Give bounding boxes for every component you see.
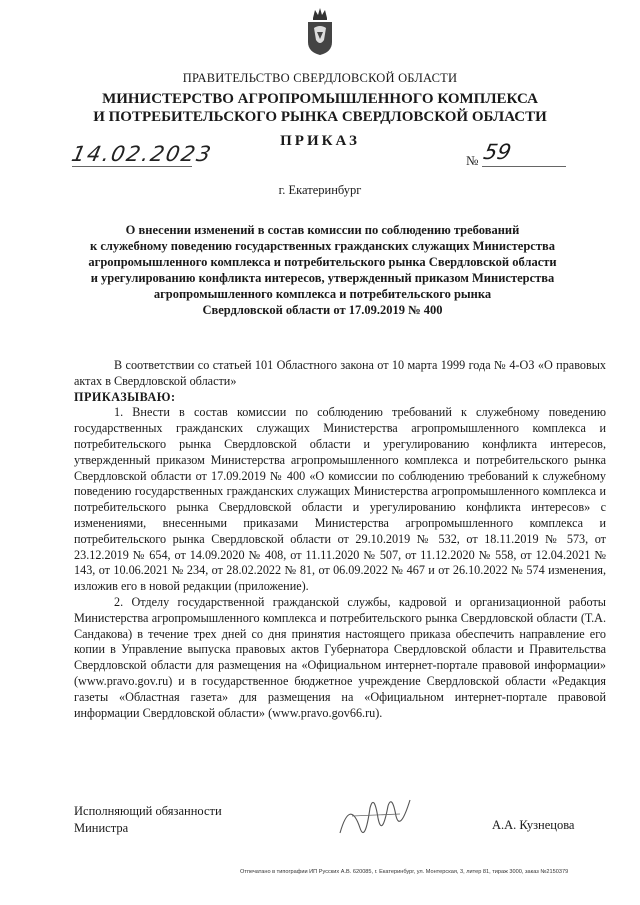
order-title-line3: агропромышленного комплекса и потребительского рынка Свердловской области	[88, 255, 557, 269]
signatory-role	[74, 803, 222, 837]
document-type: ПРИКАЗ	[280, 133, 360, 149]
order-title-line2: к служебному поведению государственных гражданских служащих Министерства	[90, 239, 555, 253]
signatory-role-line2: Министра	[74, 821, 129, 835]
date-underline	[72, 166, 192, 167]
order-date: 14.02.2023	[69, 142, 215, 166]
order-title-line4: и урегулированию конфликта интересов, утвержденный приказом Министерства	[90, 271, 555, 285]
ministry-name-line2: И ПОТРЕБИТЕЛЬСКОГО РЫНКА СВЕРДЛОВСКОЙ ОБЛАСТИ	[93, 109, 547, 125]
order-title-line6: Свердловской области от 17.09.2019 № 400	[202, 303, 443, 317]
ministry-name-line1: МИНИСТЕРСТВО АГРОПРОМЫШЛЕННОГО КОМПЛЕКСА	[102, 91, 538, 107]
handwritten-signature	[330, 788, 420, 848]
order-title-line1: О внесении изменений в состав комиссии по соблюдению требований	[125, 223, 520, 237]
preamble: В соответствии со статьей 101 Областного закона от 10 марта 1999 года № 4-ОЗ «О правовых актах в Свердловской области»	[74, 358, 606, 388]
city: г. Екатеринбург	[278, 183, 362, 197]
order-title	[40, 222, 605, 318]
order-title-line5: агропромышленного комплекса и потребительского рынка	[153, 287, 492, 301]
ministry-name	[0, 90, 640, 126]
order-body	[74, 358, 606, 721]
number-label: №	[466, 153, 479, 168]
number-underline	[482, 166, 566, 167]
signatory-name: А.А. Кузнецова	[492, 818, 575, 832]
item-2: 2. Отделу государственной гражданской службы, кадровой и организационной работы Министерства агропромышленного комплекса и потребительского рынка Свердловской области (Т.А. Сандакова) в течение трех дней со дня принятия настоящего приказа обеспечить направление его копии в Управление выпуска правовых актов Губернатора Свердловской области и Правительства Свердловской области для размещения на «Официальном интернет-портале правовой информации» (www.pravo.gov.ru) и в государственное бюджетное учреждение Свердловской области «Редакция газеты «Областная газета» для размещения на «Официальном интернет-портале правовой информации Свердловской области» (www.pravo.gov66.ru).	[74, 594, 606, 720]
coat-of-arms-icon	[305, 6, 335, 56]
print-footer: Отпечатано в типографии ИП Русских А.В. 620085, г. Екатеринбург, ул. Монтерская, 3, литер 81, тираж 3000, заказ №2150379	[240, 869, 569, 875]
signatory-role-line1: Исполняющий обязанности	[74, 804, 222, 818]
government-name: ПРАВИТЕЛЬСТВО СВЕРДЛОВСКОЙ ОБЛАСТИ	[182, 71, 458, 85]
item-1: 1. Внести в состав комиссии по соблюдению требований к служебному поведению государственных гражданских служащих Министерства агропромышленного комплекса и потребительского рынка Свердловской области и урегулированию конфликта интересов, утвержденный приказом Министерства агропромышленного комплекса и потребительского рынка Свердловской области от 17.09.2019 № 400 «О комиссии по соблюдению требований к служебному поведению государственных гражданских служащих Министерства агропромышленного комплекса и потребительского рынка Свердловской области и урегулированию конфликта интересов» с изменениями, внесенными приказами Министерства агропромышленного комплекса и потребительского рынка Свердловской области от 29.10.2019 № 532, от 18.11.2019 № 573, от 23.12.2019 № 654, от 14.09.2020 № 408, от 11.11.2020 № 507, от 11.12.2020 № 558, от 12.04.2021 № 143, от 10.06.2021 № 234, от 28.02.2022 № 81, от 06.09.2022 № 467 и от 26.10.2022 № 574 изменения, изложив его в новой редакции (приложение).	[74, 405, 606, 594]
order-number: 59	[481, 140, 514, 164]
decree-word: ПРИКАЗЫВАЮ:	[74, 389, 176, 404]
